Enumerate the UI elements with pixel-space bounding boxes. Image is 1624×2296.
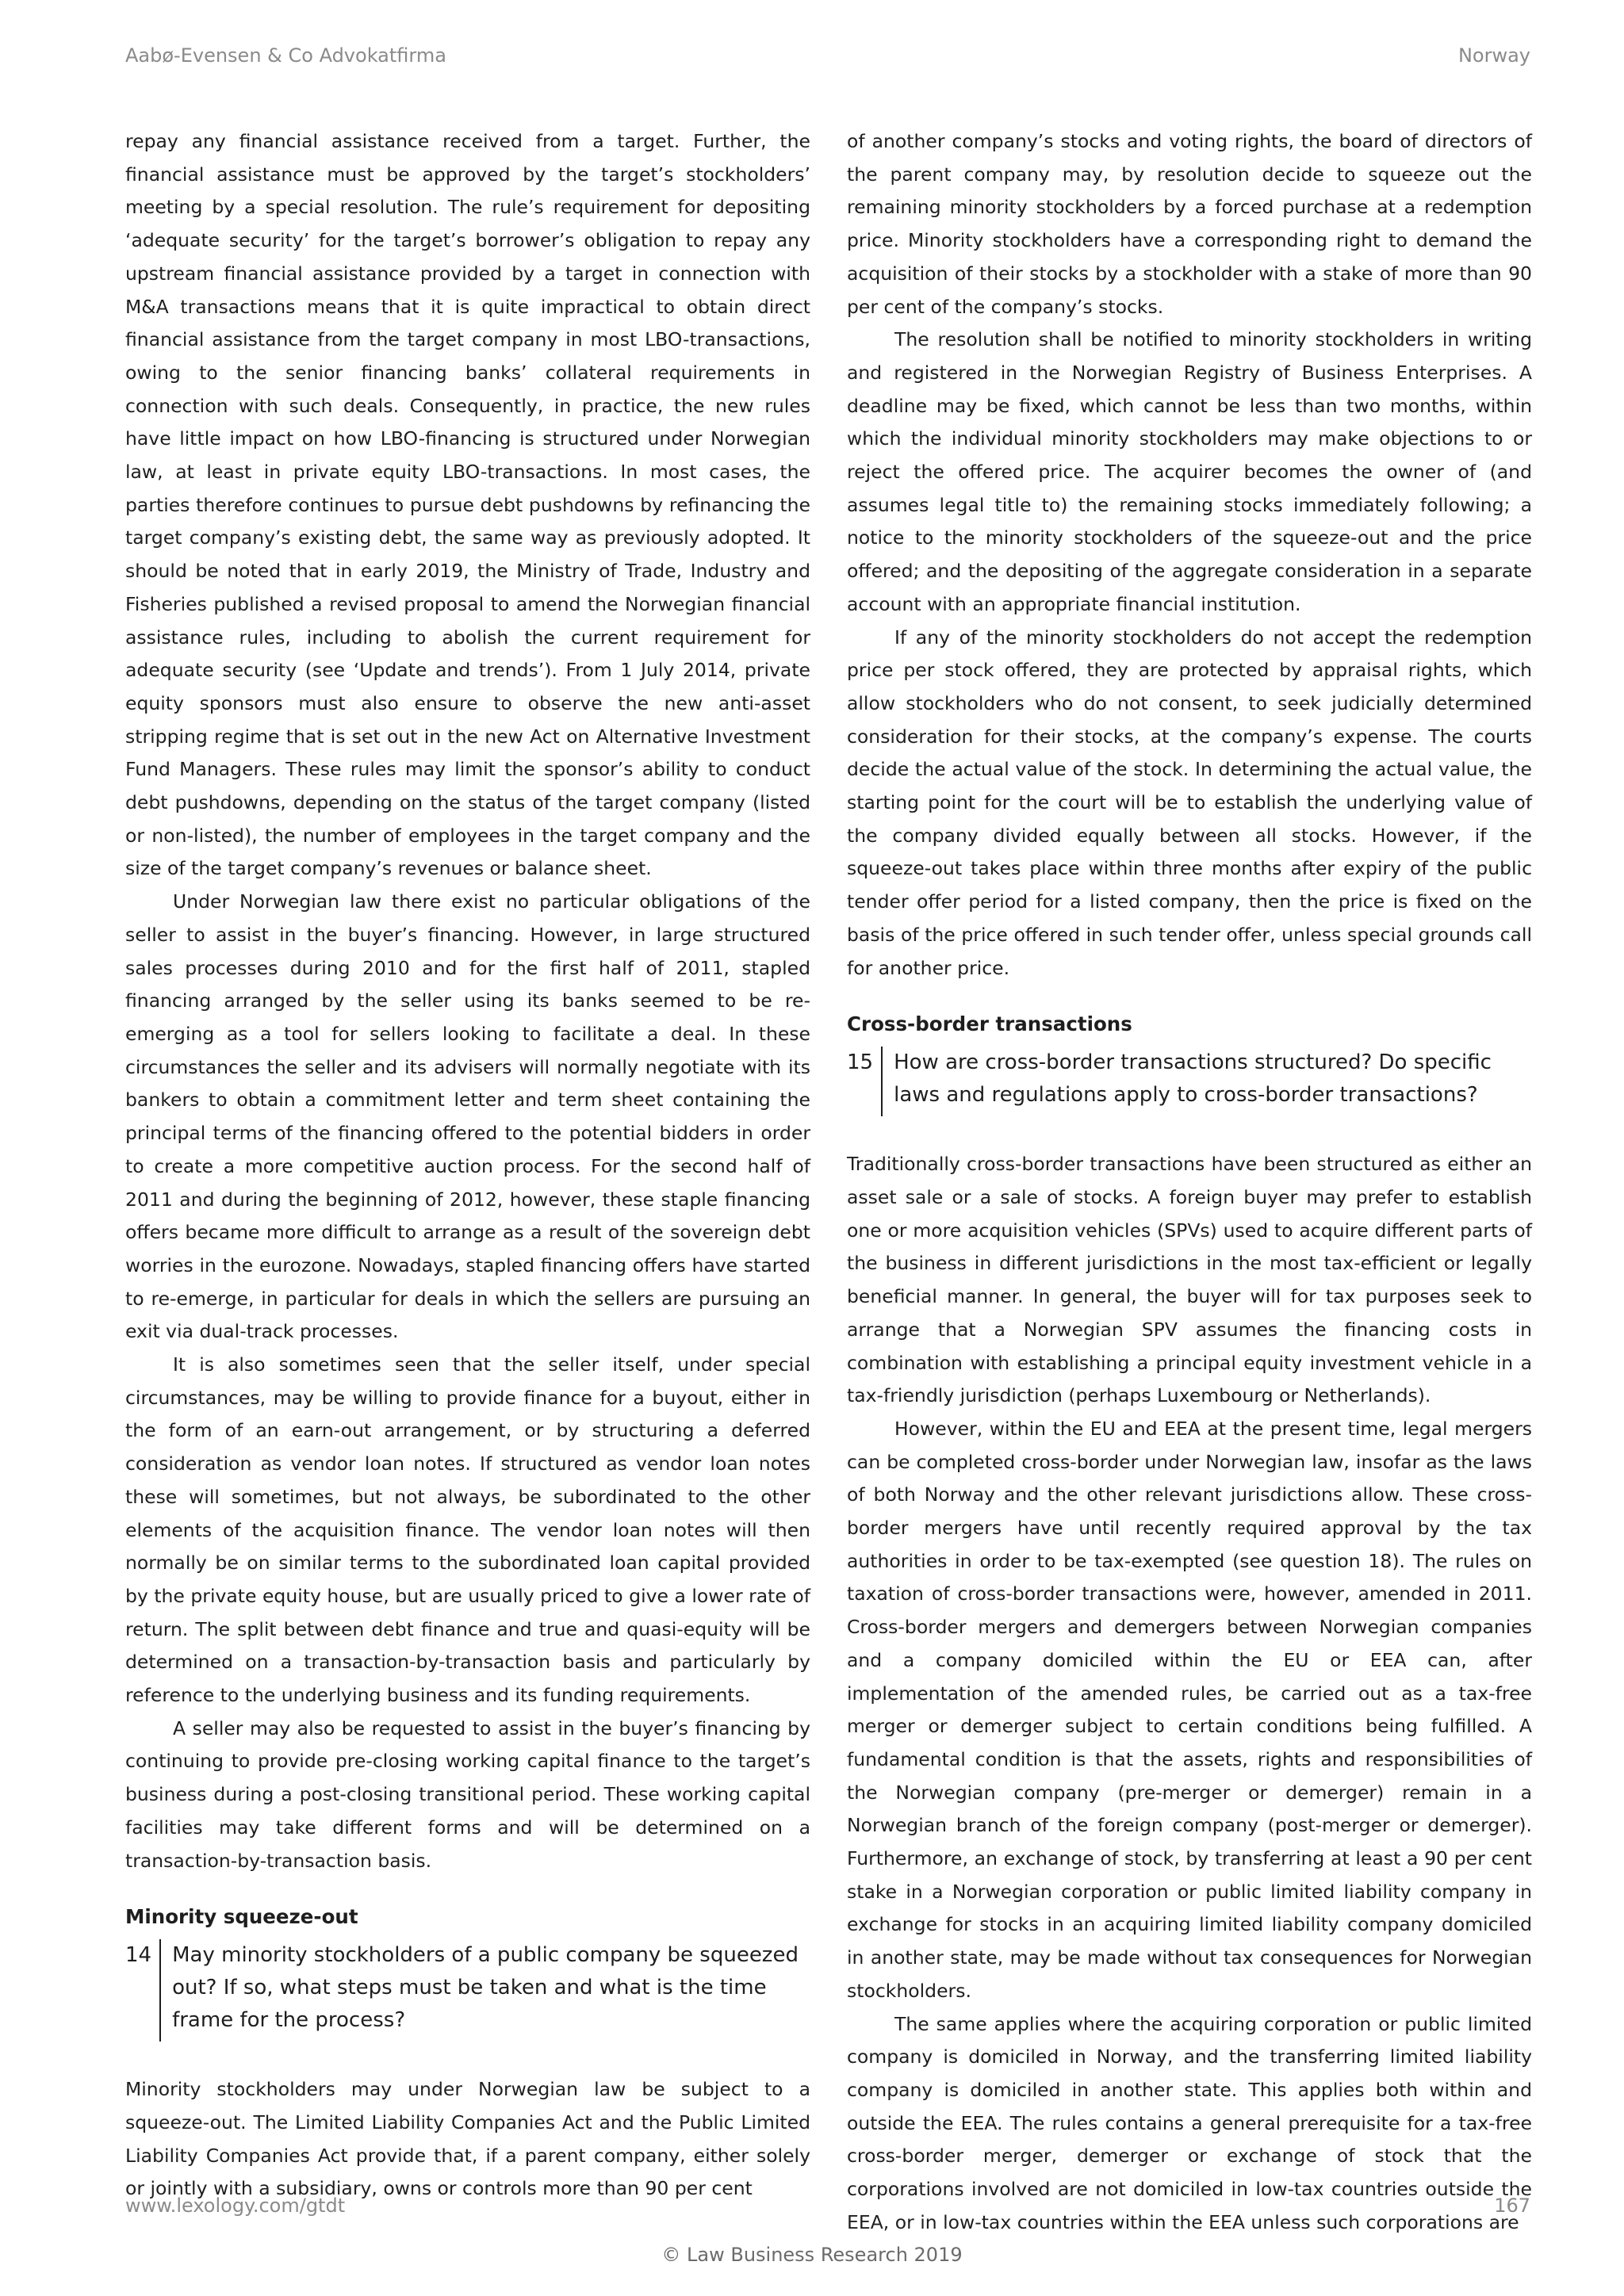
question-number: 15 [847,1050,874,1075]
question-number: 14 [125,1943,152,1968]
right-column [847,125,1532,2239]
page-number: 167 [1494,2195,1530,2217]
header-firm-name: Aabø-Evensen & Co Advokatfirma [125,44,446,67]
paragraph: However, within the EU and EEA at the present time, legal mergers can be completed cross-border under Norwegian law, insofar as the laws of both Norway and the other relevant jurisdictions allow. These cross-border mergers have until recently required approval by the tax authorities in order to be tax-exempted (see question 18). The rules on taxation of cross-border transactions were, however, amended in 2011. Cross-border mergers and demergers between Norwegian companies and a company domiciled within the EU or EEA can, after implementation of the amended rules, be carried out as a tax-free merger or demerger subject to certain conditions being fulfilled. A fundamental condition is that the assets, rights and responsibilities of the Norwegian company (pre-merger or demerger) remain in a Norwegian branch of the foreign company (post-merger or demerger). Furthermore, an exchange of stock, by transferring at least a 90 per cent stake in a Norwegian corporation or public limited liability company in exchange for stocks in an acquiring limited liability company domiciled in another state, may be made without tax consequences for Norwegian stockholders. [847,1417,1532,2002]
paragraph: The resolution shall be notified to minority stockholders in writing and registered in the Norwegian Registry of Business Enterprises. A deadline may be fixed, which cannot be less than two months, within which the individual minority stockholders may make objections to or reject the offered price. The acquirer becomes the owner of (and assumes legal title to) the remaining stocks immediately following; a notice to the minority stockholders of the squeeze-out and the price offered; and the depositing of the aggregate consideration in a separate account with an appropriate financial institution. [847,328,1532,615]
question-text: How are cross-border transactions structured? Do specific laws and regulations apply to cross-border transactions? [881,1047,1532,1116]
paragraph: If any of the minority stockholders do not accept the redemption price per stock offered, they are protected by appraisal rights, which allow stockholders who do not consent, to seek judicially determined consideration for their stocks, at the company’s expense. The courts decide the actual value of the stock. In determining the actual value, the starting point for the court will be to establish the underlying value of the company divided equally between all stocks. However, if the squeeze-out takes place within three months after expiry of the public tender offer period for a listed company, then the price is fixed on the basis of the price offered in such tender offer, unless special grounds call for another price. [847,626,1532,979]
paragraph: The same applies where the acquiring corporation or public limited company is domiciled in Norway, and the transferring limited liability company is domiciled in another state. This applies both within and outside the EEA. The rules contains a general prerequisite for a tax-free cross-border merger, demerger or exchange of stock that the corporations involved are not domiciled in low-tax countries outside the EEA, or in low-tax countries within the EEA unless such corporations are [847,2012,1532,2233]
paragraph: Minority stockholders may under Norwegian law be subject to a squeeze-out. The Limited Liability Companies Act and the Public Limited Liability Companies Act provide that, if a parent company, either solely or jointly with a subsidiary, owns or controls more than 90 per cent [125,2078,810,2200]
paragraph: of another company’s stocks and voting rights, the board of directors of the parent company may, by resolution decide to squeeze out the remaining minority stockholders by a forced purchase at a redemption price. Minority stockholders have a corresponding right to demand the acquisition of their stocks by a stockholder with a stake of more than 90 per cent of the company’s stocks. [847,130,1532,318]
header-country: Norway [1457,44,1530,67]
running-header [125,44,1530,76]
paragraph: It is also sometimes seen that the seller itself, under special circumstances, may be willing to provide finance for a buyout, either in the form of an earn-out arrangement, or by structuring a deferred consideration as vendor loan notes. If structured as vendor loan notes these will sometimes, but not always, be subordinated to the other elements of the acquisition finance. The vendor loan notes will then normally be on similar terms to the subordinated loan capital provided by the private equity house, but are usually priced to give a lower rate of return. The split between debt finance and true and quasi-equity will be determined on a transaction-by-transaction basis and particularly by reference to the underlying business and its funding requirements. [125,1353,810,1707]
paragraph: Traditionally cross-border transactions have been structured as either an asset sale or a sale of stocks. A foreign buyer may prefer to establish one or more acquisition vehicles (SPVs) used to acquire different parts of the business in different jurisdictions in the most tax-efficient or legally beneficial manner. In general, the buyer will for tax purposes seek to arrange that a Norwegian SPV assumes the financing costs in combination with establishing a principal equity investment vehicle in a tax-friendly jurisdiction (perhaps Luxembourg or Netherlands). [847,1153,1532,1407]
section-heading-cross-border-transactions: Cross-border transactions [847,1012,1132,1036]
question-14 [125,1939,810,2042]
footer-url: www.lexology.com/gtdt [125,2195,346,2217]
copyright-notice: © Law Business Research 2019 [661,2244,963,2266]
paragraph: Under Norwegian law there exist no particular obligations of the seller to assist in the buyer’s financing. However, in large structured sales processes during 2010 and for the first half of 2011, stapled financing arranged by the seller using its banks seemed to be re-emerging as a tool for sellers looking to facilitate a deal. In these circumstances the seller and its advisers will normally negotiate with its bankers to obtain a commitment letter and term sheet containing the principal terms of the financing offered to the potential bidders in order to create a more competitive auction process. For the second half of 2011 and during the beginning of 2012, however, these staple financing offers became more difficult to arrange as a result of the sovereign debt worries in the eurozone. Nowadays, stapled financing offers have started to re-emerge, in particular for deals in which the sellers are pursuing an exit via dual-track processes. [125,890,810,1343]
paragraph: A seller may also be requested to assist in the buyer’s financing by continuing to provide pre-closing working capital finance to the target’s business during a post-closing transitional period. These working capital facilities may take different forms and will be determined on a transaction-by-transaction basis. [125,1716,810,1872]
question-15 [847,1047,1532,1116]
left-column [125,125,810,2206]
section-heading-minority-squeeze-out: Minority squeeze-out [125,1905,358,1929]
paragraph: repay any financial assistance received from a target. Further, the financial assistance must be approved by the target’s stockholders’ meeting by a special resolution. The rule’s requirement for depositing ‘adequate security’ for the target’s borrower’s obligation to repay any upstream financial assistance provided by a target in connection with M&A transactions means that it is quite impractical to obtain direct financial assistance from the target company in most LBO-transactions, owing to the senior financing banks’ collateral requirements in connection with such deals. Consequently, in practice, the new rules have little impact on how LBO-financing is structured under Norwegian law, at least in private equity LBO-transactions. In most cases, the parties therefore continues to pursue debt pushdowns by refinancing the target company’s existing debt, the same way as previously adopted. It should be noted that in early 2019, the Ministry of Trade, Industry and Fisheries published a revised proposal to amend the Norwegian financial assistance rules, including to abolish the current requirement for adequate security (see ‘Update and trends’). From 1 July 2014, private equity sponsors must also ensure to observe the new anti-asset stripping regime that is set out in the new Act on Alternative Investment Fund Managers. These rules may limit the sponsor’s ability to conduct debt pushdowns, depending on the status of the target company (listed or non-listed), the number of employees in the target company and the size of the target company’s revenues or balance sheet. [125,130,810,880]
question-text: May minority stockholders of a public company be squeezed out? If so, what steps must be taken and what is the time frame for the process? [159,1939,810,2042]
